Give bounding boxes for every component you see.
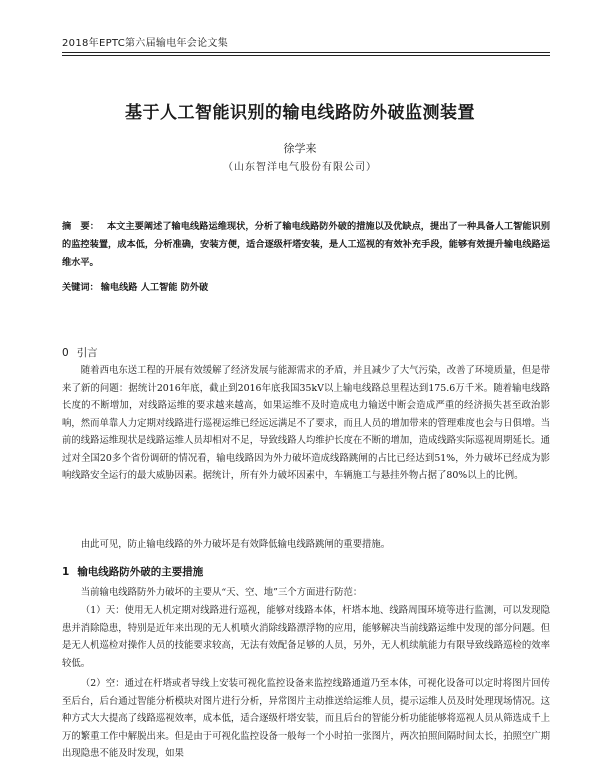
section-title: 输电线路防外破的主要措施 [77,566,204,578]
paragraph-conclusion: 由此可见，防止输电线路的外力破坏是有效降低输电线路跳闸的重要措施。 [80,539,391,550]
section-heading-measures [62,564,203,579]
author: 徐学来 [283,142,317,155]
header-rule-top [62,52,550,53]
header-rule-bottom [62,55,550,56]
section-number: 0 [62,347,69,359]
section-title: 引言 [76,347,98,359]
paragraph-measure-air: （2）空：通过在杆塔或者导线上安装可视化监控设备来监控线路通道乃至本体，可视化设备可以定时将图片回传至后台，后台通过智能分析模块对图片进行分析，异常图片主动推送给运维人员，提示运维人员及时处理现场情况。这种方式大大提高了线路巡视效率，成本低，适合逐级杆塔安装，而且后台的智能分析功能能够将巡视人员从筛选成千上万的繁重工作中解脱出来。但是由于可视化监控设备一般每一个小时拍一张图片，两次拍照间隔时间太长，拍照空广期出现隐患不能及时发现，如果 [62,678,550,759]
section-number: 1 [62,566,70,578]
paragraph-intro: 随着西电东送工程的开展有效缓解了经济发展与能源需求的矛盾，并且减少了大气污染，改善了环境质量，但是带来了新的问题：据统计2016年底，截止到2016年底我国35kV以上输电线路总里程达到175.6万千米。随着输电线路长度的不断增加，对线路运维的要求越来越高，如果运维不及时造成电力输送中断会造成严重的经济损失甚至政治影响，然而单靠人力定期对线路进行巡视运维已经远远满足不了要求，而且人员的增加带来的管理难度也会与日俱增。当前的线路运维现状是线路运维人员却相对不足，导致线路人均维护长度在不断的增加，造成线路实际巡视周期延长。通过对全国20多个省份调研的情况看，输电线路因为外力破坏造成线路跳闸的占比已经达到51%，外力破坏已经成为影响线路安全运行的最大威胁因素。据统计，所有外力破坏因素中，车辆施工与悬挂外物占据了80%以上的比例。 [62,365,550,481]
abstract-label: 摘 要： [62,221,99,232]
keywords [62,279,550,293]
abstract [62,218,550,272]
paragraph-measure-sky: （1）天：使用无人机定期对线路进行巡视，能够对线路本体，杆塔本地、线路周围环境等进行监测，可以发现隐患并消除隐患，特别是近年来出现的无人机喷火消除线路漂浮物的应用，能够解决当前线路运维中发现的部分问题。但是无人机巡检对操作人员的技能要求较高，无法有效配备足够的人员，另外，无人机续航能力有限导致线路巡检的效率较低。 [62,605,550,669]
keywords-label: 关键词： [62,282,99,293]
keywords-text: 输电线路 人工智能 防外破 [100,282,209,293]
running-header: 2018年EPTC第六届输电年会论文集 [62,38,229,49]
abstract-text: 本文主要阐述了输电线路运维现状，分析了输电线路防外破的措施以及优缺点，提出了一种具备人工智能识别的监控装置，成本低，分析准确，安装方便，适合逐级杆塔安装，是人工巡视的有效补充手段，能够有效提升输电线路运维水平。 [62,221,551,268]
section-heading-intro [62,345,98,360]
affiliation: （山东智洋电气股份有限公司） [223,162,377,173]
paper-title: 基于人工智能识别的输电线路防外破监测装置 [125,103,475,123]
paragraph-measures-intro: 当前输电线路防外力破坏的主要从“天、空、地”三个方面进行防范： [80,587,363,598]
